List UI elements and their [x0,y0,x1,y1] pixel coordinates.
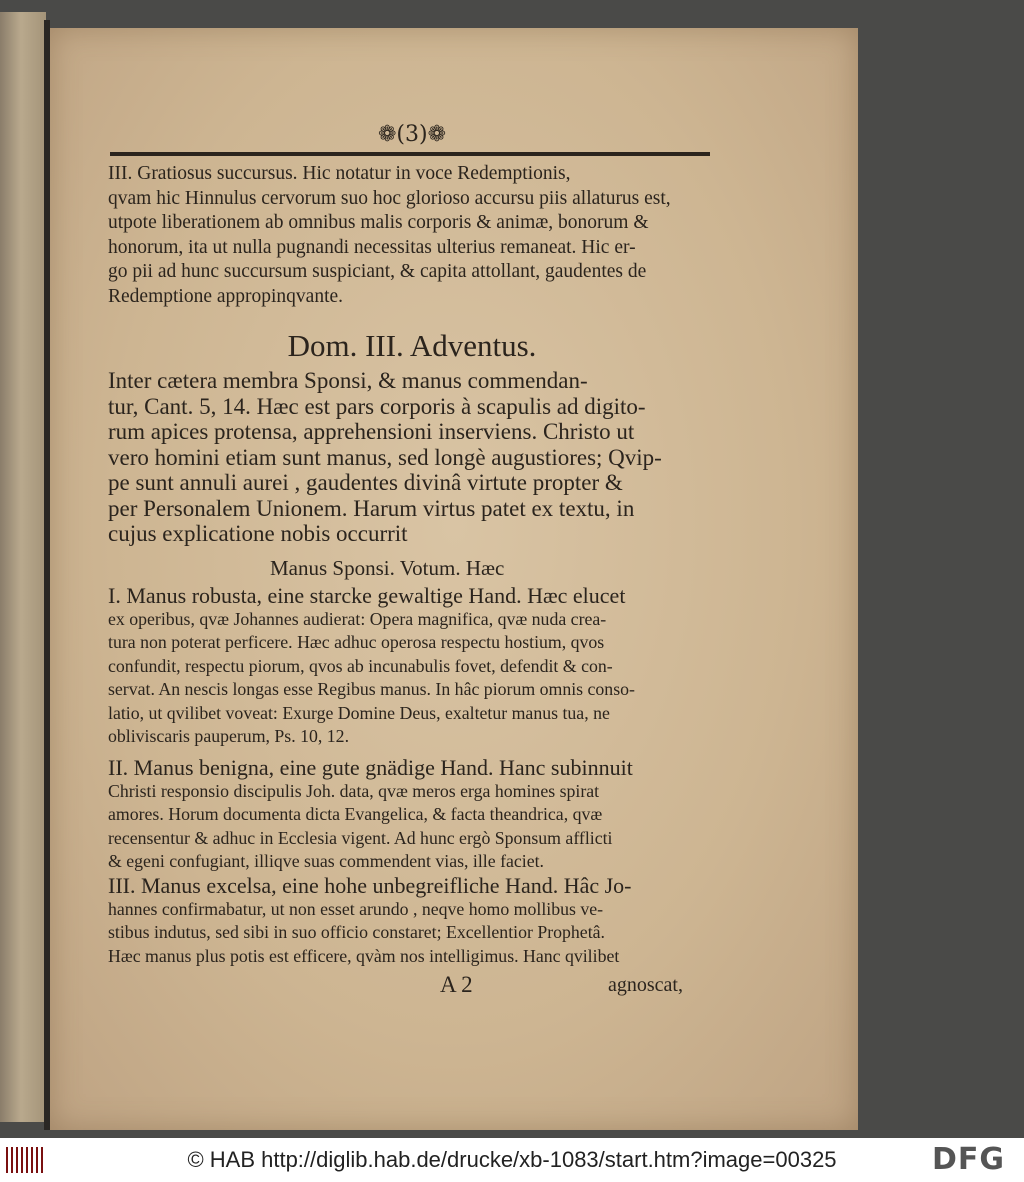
votum-line: Manus Sponsi. Votum. Hæc [270,556,505,580]
text-line: Inter cætera membra Sponsi, & manus commendan- [108,368,588,393]
text-line: per Personalem Unionem. Harum virtus patet ex textu, in [108,495,635,521]
point-1-paragraph [108,584,712,749]
section-3-paragraph [108,162,712,309]
text-line: II. Manus benigna, eine gute gnädige Hand. Hanc subinnuit [108,756,633,780]
page-number: ❁(3)❁ [377,122,447,147]
text-line: latio, ut qvilibet voveat: Exurge Domine Deus, exaltetur manus tua, ne [108,702,610,723]
text-line: amores. Horum documenta dicta Evangelica, & facta theandrica, qvæ [108,804,603,824]
text-line: qvam hic Hinnulus cervorum suo hoc glorioso accursu piis allaturus est, [108,187,671,209]
text-line: vero homini etiam sunt manus, sed longè augustiores; Qvip- [108,444,662,470]
text-line: pe sunt annuli aurei , gaudentes divinâ virtute propter & [108,470,623,495]
text-line: Redemptione appropinqvante. [108,285,344,307]
text-line: go pii ad hunc succursum suspiciant, & capita attollant, gaudentes de [108,261,647,282]
text-line: recensentur & adhuc in Ecclesia vigent. Ad hunc ergò Sponsum afflicti [108,827,613,848]
text-line: Christi responsio discipulis Joh. data, qvæ meros erga homines spirat [108,780,600,801]
text-line: hannes confirmabatur, ut non esset arundo , neqve homo mollibus ve- [108,898,604,919]
text-line: tura non poterat perficere. Hæc adhuc operosa respectu hostium, qvos [108,632,605,652]
catchword: agnoscat, [608,974,683,996]
dfg-logo: DFG [932,1142,1006,1177]
text-line: Hæc manus plus potis est efficere, qvàm nos intelligimus. Hanc qvilibet [108,945,620,966]
text-line: III. Gratiosus succursus. Hic notatur in voce Redemptionis, [108,163,571,184]
text-line: cujus explicatione nobis occurrit [108,521,408,546]
intro-paragraph [108,368,712,547]
text-line: stibus indutus, sed sibi in suo officio constaret; Excellentior Prophetâ. [108,922,605,942]
text-line: utpote liberationem ab omnibus malis corporis & animæ, bonorum & [108,212,649,233]
signature-mark: A 2 [440,972,473,997]
text-line: honorum, ita ut nulla pugnandi necessitas ulterius remaneat. Hic er- [108,236,636,258]
previous-page-edge [0,12,46,1122]
text-line: tur, Cant. 5, 14. Hæc est pars corporis à scapulis ad digito- [108,393,646,419]
copyright-link[interactable]: © HAB http://diglib.hab.de/drucke/xb-1083/start.htm?image=00325 [187,1147,837,1172]
point-3-paragraph [108,874,712,968]
text-line: I. Manus robusta, eine starcke gewaltige Hand. Hæc elucet [108,584,626,608]
header-rule [110,152,710,156]
text-line: & egeni confugiant, illiqve suas commendent vias, ille faciet. [108,851,545,871]
text-line: obliviscaris pauperum, Ps. 10, 12. [108,726,350,746]
text-line: confundit, respectu piorum, qvos ab incunabulis fovet, defendit & con- [108,655,613,676]
text-line: rum apices protensa, apprehensioni inserviens. Christo ut [108,419,635,444]
footer-bar [0,1138,1024,1182]
text-line: servat. An nescis longas esse Regibus manus. In hâc piorum omnis conso- [108,679,635,699]
text-line: ex operibus, qvæ Johannes audierat: Opera magnifica, qvæ nuda crea- [108,608,607,629]
section-heading: Dom. III. Adventus. [287,328,537,363]
point-2-paragraph [108,756,712,874]
text-line: III. Manus excelsa, eine hohe unbegreifliche Hand. Hâc Jo- [108,874,632,898]
